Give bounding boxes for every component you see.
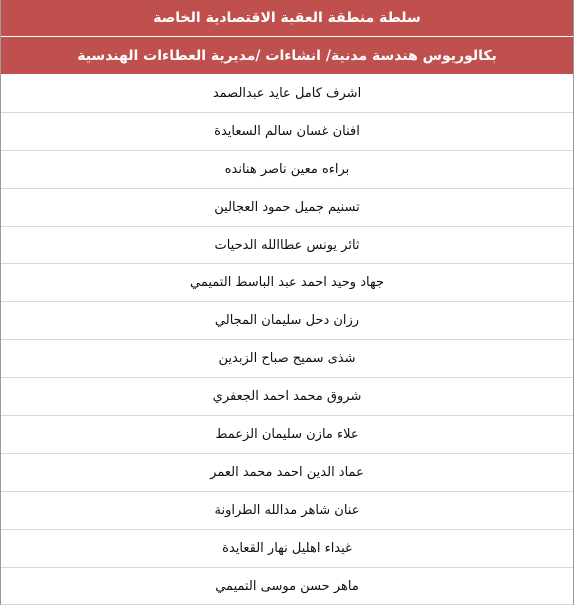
name-cell[interactable]: ثائر يونس عطاالله الدحيات: [1, 227, 573, 265]
name-cell[interactable]: شروق محمد احمد الجعفري: [1, 378, 573, 416]
name-cell[interactable]: افنان غسان سالم السعايدة: [1, 113, 573, 151]
sheet-subtitle[interactable]: بكالوريوس هندسة مدنية/ انشاءات /مديرية العطاءات الهندسية: [1, 37, 573, 75]
name-cell[interactable]: رزان دحل سليمان المجالي: [1, 302, 573, 340]
name-cell[interactable]: شذى سميح صباح الزبدين: [1, 340, 573, 378]
names-list: [1, 75, 573, 605]
name-cell[interactable]: علاء مازن سليمان الزعمط: [1, 416, 573, 454]
name-cell[interactable]: تسنيم جميل حمود العجالين: [1, 189, 573, 227]
sheet-title[interactable]: سلطة منطقة العقبة الاقتصادية الخاصة: [1, 0, 573, 37]
name-cell[interactable]: ماهر حسن موسى التميمي: [1, 568, 573, 605]
name-cell[interactable]: غيداء اهليل نهار القعايدة: [1, 530, 573, 568]
name-cell[interactable]: براءه معين ناصر هنانده: [1, 151, 573, 189]
name-cell[interactable]: عماد الدين احمد محمد العمر: [1, 454, 573, 492]
name-cell[interactable]: اشرف كامل عايد عبدالصمد: [1, 75, 573, 113]
name-cell[interactable]: جهاد وحيد احمد عبد الباسط التميمي: [1, 264, 573, 302]
name-cell[interactable]: عنان شاهر مدالله الطراونة: [1, 492, 573, 530]
